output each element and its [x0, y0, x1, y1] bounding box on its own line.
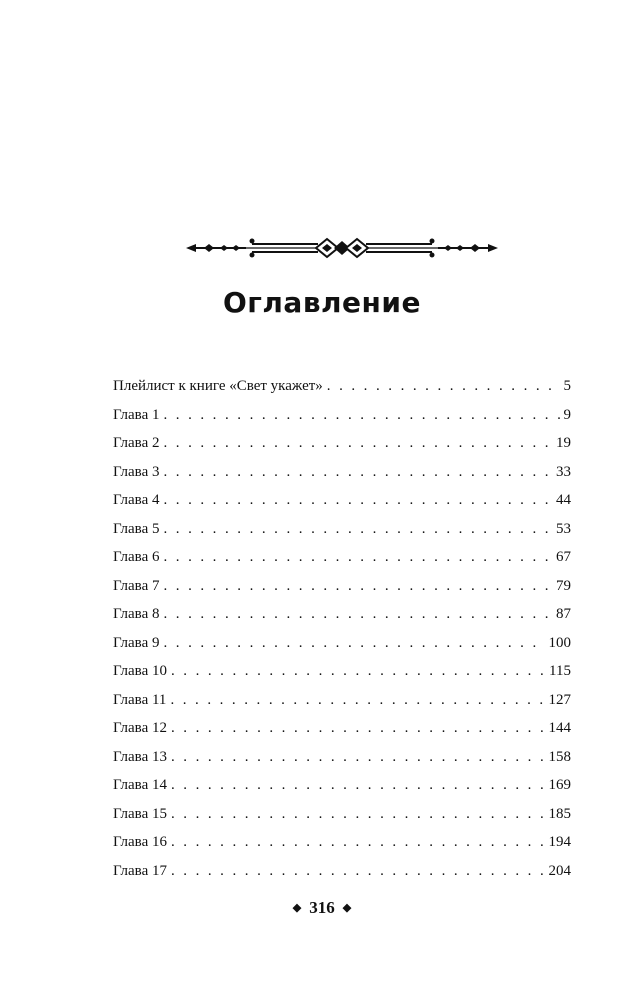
toc-entry-page: 19 — [556, 435, 571, 451]
toc-leader-dots — [327, 372, 560, 401]
toc-entry-page: 115 — [549, 663, 571, 679]
toc-entry[interactable] — [113, 543, 571, 572]
toc-entry-page: 87 — [556, 606, 571, 622]
toc-entry-page: 127 — [548, 691, 571, 708]
toc-leader-dots — [171, 771, 545, 800]
toc-entry[interactable] — [113, 429, 571, 458]
diamond-right-icon: ◆ — [342, 902, 352, 914]
toc-entry-label: Глава 12 — [113, 720, 167, 736]
toc-entry-label: Глава 8 — [113, 606, 160, 622]
toc-entry[interactable] — [113, 486, 571, 515]
toc-entry[interactable] — [113, 458, 571, 487]
toc-leader-dots — [171, 714, 545, 743]
toc-entry-page: 5 — [563, 378, 571, 394]
toc-entry-label: Глава 11 — [113, 691, 167, 708]
toc-entry-label: Глава 2 — [113, 435, 160, 451]
toc-entry[interactable] — [113, 686, 571, 715]
table-of-contents — [113, 372, 571, 885]
toc-entry-label: Глава 4 — [113, 492, 160, 508]
toc-entry-page: 144 — [548, 720, 571, 736]
toc-entry-page: 169 — [548, 777, 571, 793]
toc-entry[interactable] — [113, 743, 571, 772]
toc-entry-page: 194 — [548, 834, 571, 850]
toc-leader-dots — [171, 857, 545, 886]
toc-entry-label: Глава 13 — [113, 748, 167, 765]
toc-entry-page: 44 — [556, 492, 571, 508]
toc-entry-page: 67 — [556, 549, 571, 565]
toc-entry-page: 100 — [548, 634, 571, 651]
toc-entry[interactable] — [113, 572, 571, 601]
toc-entry[interactable] — [113, 629, 571, 658]
toc-entry[interactable] — [113, 657, 571, 686]
toc-leader-dots — [171, 800, 545, 829]
toc-entry[interactable] — [113, 800, 571, 829]
toc-entry[interactable] — [113, 857, 571, 886]
toc-entry[interactable] — [113, 372, 571, 401]
toc-entry-label: Глава 14 — [113, 777, 167, 793]
toc-leader-dots — [171, 743, 545, 772]
toc-leader-dots — [163, 458, 552, 487]
toc-leader-dots — [163, 429, 552, 458]
toc-entry[interactable] — [113, 828, 571, 857]
toc-entry-page: 33 — [556, 463, 571, 480]
toc-entry[interactable] — [113, 771, 571, 800]
toc-entry-label: Глава 16 — [113, 834, 167, 850]
toc-entry-page: 53 — [556, 520, 571, 537]
toc-entry[interactable] — [113, 515, 571, 544]
toc-entry-page: 9 — [563, 406, 571, 423]
toc-entry-page: 204 — [548, 862, 571, 879]
toc-entry-label: Глава 7 — [113, 577, 160, 594]
toc-entry-label: Глава 10 — [113, 663, 167, 679]
diamond-left-icon: ◆ — [292, 902, 302, 914]
toc-entry-label: Глава 1 — [113, 406, 160, 423]
toc-entry-label: Глава 9 — [113, 634, 160, 651]
toc-entry-label: Глава 15 — [113, 805, 167, 822]
page-number: 316 — [309, 898, 335, 917]
toc-entry[interactable] — [113, 600, 571, 629]
toc-entry-page: 185 — [548, 805, 571, 822]
toc-entry-label: Глава 17 — [113, 862, 167, 879]
toc-entry[interactable] — [113, 401, 571, 430]
toc-leader-dots — [163, 629, 544, 658]
toc-entry-label: Глава 3 — [113, 463, 160, 480]
toc-leader-dots — [163, 515, 552, 544]
toc-entry-label: Глава 5 — [113, 520, 160, 537]
page-title: Оглавление — [222, 286, 421, 319]
toc-leader-dots — [163, 600, 552, 629]
toc-entry[interactable] — [113, 714, 571, 743]
toc-leader-dots — [163, 486, 552, 515]
ornament-divider-icon — [186, 236, 498, 260]
toc-entry-page: 158 — [548, 748, 571, 765]
toc-leader-dots — [163, 572, 552, 601]
page-footer — [0, 898, 644, 918]
toc-leader-dots — [163, 401, 559, 430]
toc-entry-label: Глава 6 — [113, 549, 160, 565]
toc-leader-dots — [163, 543, 552, 572]
toc-leader-dots — [170, 686, 544, 715]
toc-leader-dots — [171, 657, 545, 686]
toc-entry-label: Плейлист к книге «Свет укажет» — [113, 378, 323, 394]
toc-entry-page: 79 — [556, 577, 571, 594]
toc-leader-dots — [171, 828, 545, 857]
